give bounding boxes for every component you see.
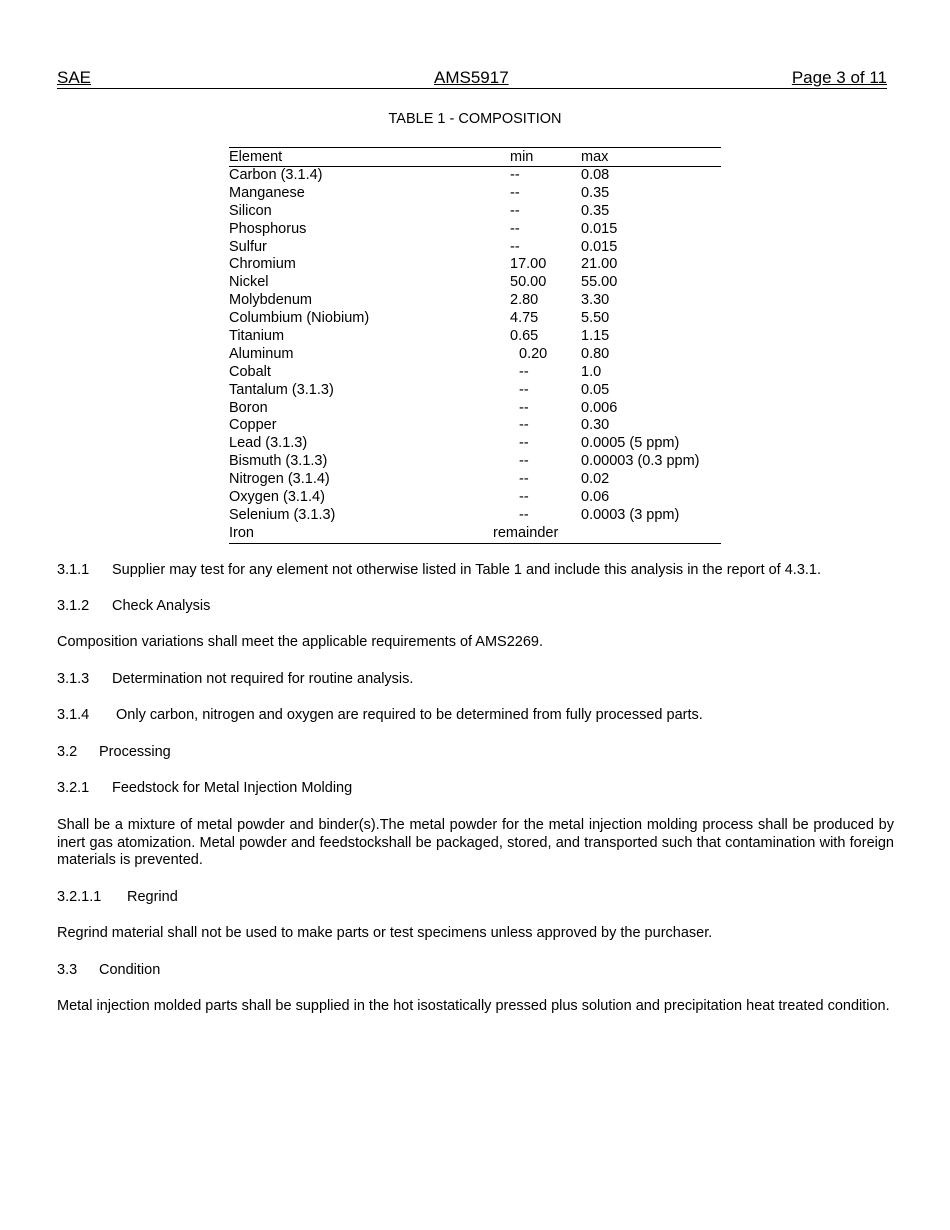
min-cell: 0.65 bbox=[510, 328, 539, 345]
section-3-2-1-body bbox=[57, 817, 894, 870]
table-row bbox=[229, 310, 721, 328]
element-cell: Nickel bbox=[229, 274, 269, 291]
header-page-number: Page 3 of 11 bbox=[791, 68, 887, 87]
element-cell: Sulfur bbox=[229, 238, 267, 255]
section-3-1-1 bbox=[57, 562, 894, 580]
header-org: SAE bbox=[57, 68, 92, 87]
max-cell: 0.006 bbox=[581, 399, 618, 416]
section-number: 3.1.1 bbox=[57, 562, 90, 578]
max-cell: 0.35 bbox=[581, 202, 610, 219]
element-cell: Phosphorus bbox=[229, 220, 307, 237]
section-3-3-body bbox=[57, 998, 894, 1016]
min-cell: 2.80 bbox=[510, 292, 539, 309]
table-row bbox=[229, 364, 721, 382]
table-row bbox=[229, 203, 721, 221]
section-3-1-2-body bbox=[57, 634, 894, 652]
min-cell: -- bbox=[519, 471, 529, 488]
max-cell: 1.15 bbox=[581, 328, 610, 345]
section-3-3 bbox=[57, 962, 894, 980]
max-cell: 0.30 bbox=[581, 417, 610, 434]
section-text: Regrind material shall not be used to make parts or test specimens unless approved by the purchaser. bbox=[57, 925, 713, 941]
table-row bbox=[229, 525, 721, 543]
table-body bbox=[229, 167, 721, 544]
element-cell: Carbon (3.1.4) bbox=[229, 167, 323, 183]
element-cell: Selenium (3.1.3) bbox=[229, 506, 336, 523]
element-cell: Oxygen (3.1.4) bbox=[229, 489, 325, 506]
section-3-1-3 bbox=[57, 671, 894, 689]
section-text: Determination not required for routine analysis. bbox=[112, 671, 414, 687]
element-cell: Manganese bbox=[229, 184, 305, 201]
section-number: 3.1.3 bbox=[57, 671, 90, 687]
section-number: 3.2.1.1 bbox=[57, 889, 102, 905]
element-cell: Lead (3.1.3) bbox=[229, 435, 308, 452]
table-row bbox=[229, 471, 721, 489]
max-cell: 0.015 bbox=[581, 220, 618, 237]
section-text: Supplier may test for any element not otherwise listed in Table 1 and include this analysis in the report of 4.3.1. bbox=[112, 562, 822, 578]
element-cell: Nitrogen (3.1.4) bbox=[229, 471, 330, 488]
table-row bbox=[229, 328, 721, 346]
min-cell: -- bbox=[510, 167, 520, 183]
table-header-row bbox=[229, 147, 721, 167]
min-cell: -- bbox=[519, 399, 529, 416]
table-row bbox=[229, 507, 721, 525]
element-cell: Columbium (Niobium) bbox=[229, 310, 370, 327]
section-3-2-1-1 bbox=[57, 889, 894, 907]
table-row bbox=[229, 435, 721, 453]
section-heading: Check Analysis bbox=[112, 598, 211, 614]
section-number: 3.3 bbox=[57, 962, 78, 978]
max-cell: 0.0005 (5 ppm) bbox=[581, 435, 680, 452]
element-cell: Titanium bbox=[229, 328, 285, 345]
section-3-1-4 bbox=[57, 707, 894, 725]
table-row bbox=[229, 239, 721, 257]
composition-table bbox=[229, 147, 721, 544]
max-cell: 0.06 bbox=[581, 489, 610, 506]
min-cell: -- bbox=[510, 238, 520, 255]
min-cell: 17.00 bbox=[510, 256, 547, 273]
element-cell: Copper bbox=[229, 417, 277, 434]
table-title: TABLE 1 - COMPOSITION bbox=[388, 111, 562, 127]
max-cell: 0.00003 (0.3 ppm) bbox=[581, 453, 700, 470]
min-cell: -- bbox=[519, 506, 529, 523]
min-cell: remainder bbox=[493, 524, 559, 541]
max-cell: 0.0003 (3 ppm) bbox=[581, 506, 680, 523]
table-row bbox=[229, 400, 721, 418]
max-cell: 0.35 bbox=[581, 184, 610, 201]
min-cell: -- bbox=[519, 489, 529, 506]
section-3-2-1-1-body bbox=[57, 925, 894, 943]
max-cell: 5.50 bbox=[581, 310, 610, 327]
max-cell: 55.00 bbox=[581, 274, 618, 291]
element-cell: Iron bbox=[229, 524, 254, 541]
max-cell: 3.30 bbox=[581, 292, 610, 309]
max-cell: 0.05 bbox=[581, 381, 610, 398]
table-row bbox=[229, 346, 721, 364]
min-cell: -- bbox=[510, 220, 520, 237]
section-text: Shall be a mixture of metal powder and binder(s).The metal powder for the metal injection molding process shall be produced by inert gas atomization. Metal powder and feedstockshall be packaged, stored, and transported such that contamination with foreign materials is prevented. bbox=[57, 817, 894, 868]
table-row bbox=[229, 292, 721, 310]
table-row bbox=[229, 185, 721, 203]
min-cell: 50.00 bbox=[510, 274, 547, 291]
column-header-max: max bbox=[581, 149, 609, 165]
max-cell: 1.0 bbox=[581, 363, 602, 380]
min-cell: 0.20 bbox=[519, 345, 548, 362]
table-row bbox=[229, 274, 721, 292]
section-3-2 bbox=[57, 744, 894, 762]
section-3-1-2 bbox=[57, 598, 894, 616]
table-row bbox=[229, 382, 721, 400]
section-number: 3.2 bbox=[57, 744, 78, 760]
element-cell: Chromium bbox=[229, 256, 296, 273]
element-cell: Aluminum bbox=[229, 345, 294, 362]
section-number: 3.1.2 bbox=[57, 598, 90, 614]
page-header bbox=[57, 68, 887, 89]
table-row bbox=[229, 417, 721, 435]
column-header-element: Element bbox=[229, 149, 283, 165]
min-cell: -- bbox=[519, 453, 529, 470]
min-cell: 4.75 bbox=[510, 310, 539, 327]
max-cell: 21.00 bbox=[581, 256, 618, 273]
max-cell: 0.80 bbox=[581, 345, 610, 362]
section-3-2-1 bbox=[57, 780, 894, 798]
max-cell: 0.02 bbox=[581, 471, 610, 488]
section-heading: Condition bbox=[99, 962, 161, 978]
min-cell: -- bbox=[519, 363, 529, 380]
header-doc-number: AMS5917 bbox=[434, 68, 509, 87]
min-cell: -- bbox=[519, 435, 529, 452]
section-text: Metal injection molded parts shall be supplied in the hot isostatically pressed plus solution and precipitation heat treated condition. bbox=[57, 998, 890, 1014]
section-text: Composition variations shall meet the applicable requirements of AMS2269. bbox=[57, 634, 544, 650]
element-cell: Cobalt bbox=[229, 363, 271, 380]
min-cell: -- bbox=[519, 417, 529, 434]
column-header-min: min bbox=[510, 149, 534, 165]
element-cell: Tantalum (3.1.3) bbox=[229, 381, 334, 398]
table-row bbox=[229, 167, 721, 185]
max-cell: 0.08 bbox=[581, 167, 610, 183]
section-heading: Processing bbox=[99, 744, 171, 760]
section-heading: Regrind bbox=[127, 889, 178, 905]
element-cell: Silicon bbox=[229, 202, 272, 219]
section-text: Only carbon, nitrogen and oxygen are required to be determined from fully processed parts. bbox=[116, 707, 703, 723]
min-cell: -- bbox=[519, 381, 529, 398]
max-cell: 0.015 bbox=[581, 238, 618, 255]
element-cell: Boron bbox=[229, 399, 268, 416]
section-heading: Feedstock for Metal Injection Molding bbox=[112, 780, 353, 796]
element-cell: Molybdenum bbox=[229, 292, 313, 309]
section-number: 3.1.4 bbox=[57, 707, 90, 723]
table-row bbox=[229, 221, 721, 239]
min-cell: -- bbox=[510, 184, 520, 201]
table-row bbox=[229, 256, 721, 274]
table-row bbox=[229, 489, 721, 507]
element-cell: Bismuth (3.1.3) bbox=[229, 453, 328, 470]
table-row bbox=[229, 453, 721, 471]
section-number: 3.2.1 bbox=[57, 780, 90, 796]
min-cell: -- bbox=[510, 202, 520, 219]
